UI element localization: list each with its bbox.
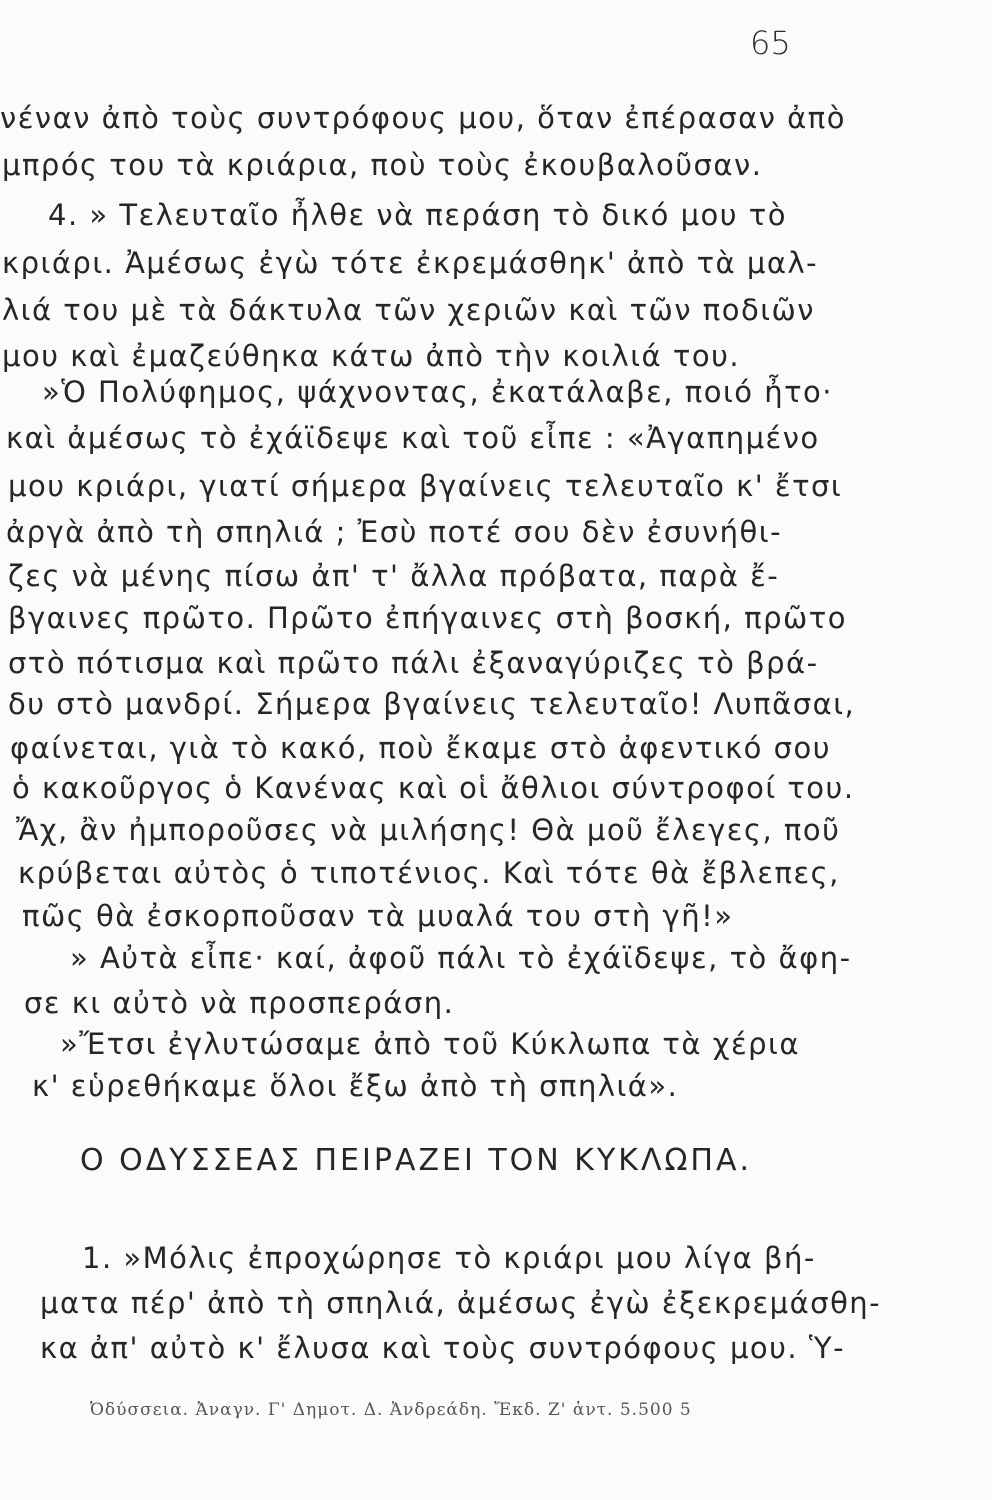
text-line: καὶ ἀμέσως τὸ ἐχάϊδεψε καὶ τοῦ εἶπε : «Ἀγαπημένο <box>6 421 820 455</box>
text-line: 1. »Μόλις ἐπροχώρησε τὸ κριάρι μου λίγα βή- <box>82 1241 816 1275</box>
text-line: στὸ πότισμα καὶ πρῶτο πάλι ἐξαναγύριζες τὸ βρά- <box>8 646 819 680</box>
text-line: »Ὁ Πολύφημος, ψάχνοντας, ἐκατάλαβε, ποιό ἦτο· <box>42 375 834 409</box>
text-line: σε κι αὐτὸ νὰ προσπεράση. <box>24 986 455 1020</box>
footer-imprint: Ὀδύσσεια. Ἀναγν. Γ' Δημοτ. Δ. Ἀνδρεάδη. Ἔκδ. Ζ' ἀντ. 5.500 5 <box>90 1400 692 1420</box>
text-line: κριάρι. Ἀμέσως ἐγὼ τότε ἐκρεμάσθηκ' ἀπὸ τὰ μαλ- <box>2 246 819 280</box>
text-line: δυ στὸ μανδρί. Σήμερα βγαίνεις τελευταῖο! Λυπᾶσαι, <box>8 687 856 721</box>
text-line: ζες νὰ μένης πίσω ἀπ' τ' ἄλλα πρόβατα, παρὰ ἔ- <box>8 559 780 593</box>
text-line: ματα πέρ' ἀπὸ τὴ σπηλιά, ἀμέσως ἐγὼ ἐξεκρεμάσθη- <box>40 1286 882 1320</box>
text-line: κρύβεται αὐτὸς ὁ τιποτένιος. Καὶ τότε θὰ ἔβλεπες, <box>18 856 840 890</box>
text-line: βγαινες πρῶτο. Πρῶτο ἐπήγαινες στὴ βοσκή, πρῶτο <box>8 601 847 635</box>
text-line: μου κριάρι, γιατί σήμερα βγαίνεις τελευταῖο κ' ἔτσι <box>8 469 843 503</box>
text-line: φαίνεται, γιὰ τὸ κακό, ποὺ ἔκαμε στὸ ἀφεντικό σου <box>10 731 832 765</box>
text-line: » Αὐτὰ εἶπε· καί, ἀφοῦ πάλι τὸ ἐχάϊδεψε, τὸ ἄφη- <box>70 941 852 975</box>
page-number: 65 <box>750 24 791 62</box>
text-line: ὁ κακοῦργος ὁ Κανένας καὶ οἱ ἄθλιοι σύντροφοί του. <box>12 771 855 805</box>
text-line: κα ἀπ' αὐτὸ κ' ἔλυσα καὶ τοὺς συντρόφους μου. Ὑ- <box>40 1331 846 1365</box>
text-line: »Ἔτσι ἐγλυτώσαμε ἀπὸ τοῦ Κύκλωπα τὰ χέρια <box>60 1027 800 1061</box>
text-line: μου καὶ ἐμαζεύθηκα κάτω ἀπὸ τὴν κοιλιά του. <box>2 339 741 373</box>
text-line: κ' εὑρεθήκαμε ὅλοι ἔξω ἀπὸ τὴ σπηλιά». <box>32 1069 679 1103</box>
text-line: μπρός του τὰ κριάρια, ποὺ τοὺς ἐκουβαλοῦσαν. <box>2 148 763 182</box>
text-line: Ἄχ, ἂν ἠμποροῦσες νὰ μιλήσης! Θὰ μοῦ ἔλεγες, ποῦ <box>16 813 841 847</box>
text-line: 4. » Τελευταῖο ἦλθε νὰ περάση τὸ δικό μου τὸ <box>48 198 787 232</box>
text-line: νέναν ἀπὸ τοὺς συντρόφους μου, ὅταν ἐπέρασαν ἀπὸ <box>0 101 846 135</box>
text-line: λιά του μὲ τὰ δάκτυλα τῶν χεριῶν καὶ τῶν ποδιῶν <box>2 293 815 327</box>
text-line: ἀργὰ ἀπὸ τὴ σπηλιά ; Ἐσὺ ποτέ σου δὲν ἐσυνήθι- <box>6 515 783 549</box>
section-heading: Ο ΟΔΥΣΣΕΑΣ ΠΕΙΡΑΖΕΙ ΤΟΝ ΚΥΚΛΩΠΑ. <box>80 1143 753 1178</box>
text-line: πῶς θὰ ἐσκορποῦσαν τὰ μυαλά του στὴ γῆ!» <box>22 899 734 933</box>
